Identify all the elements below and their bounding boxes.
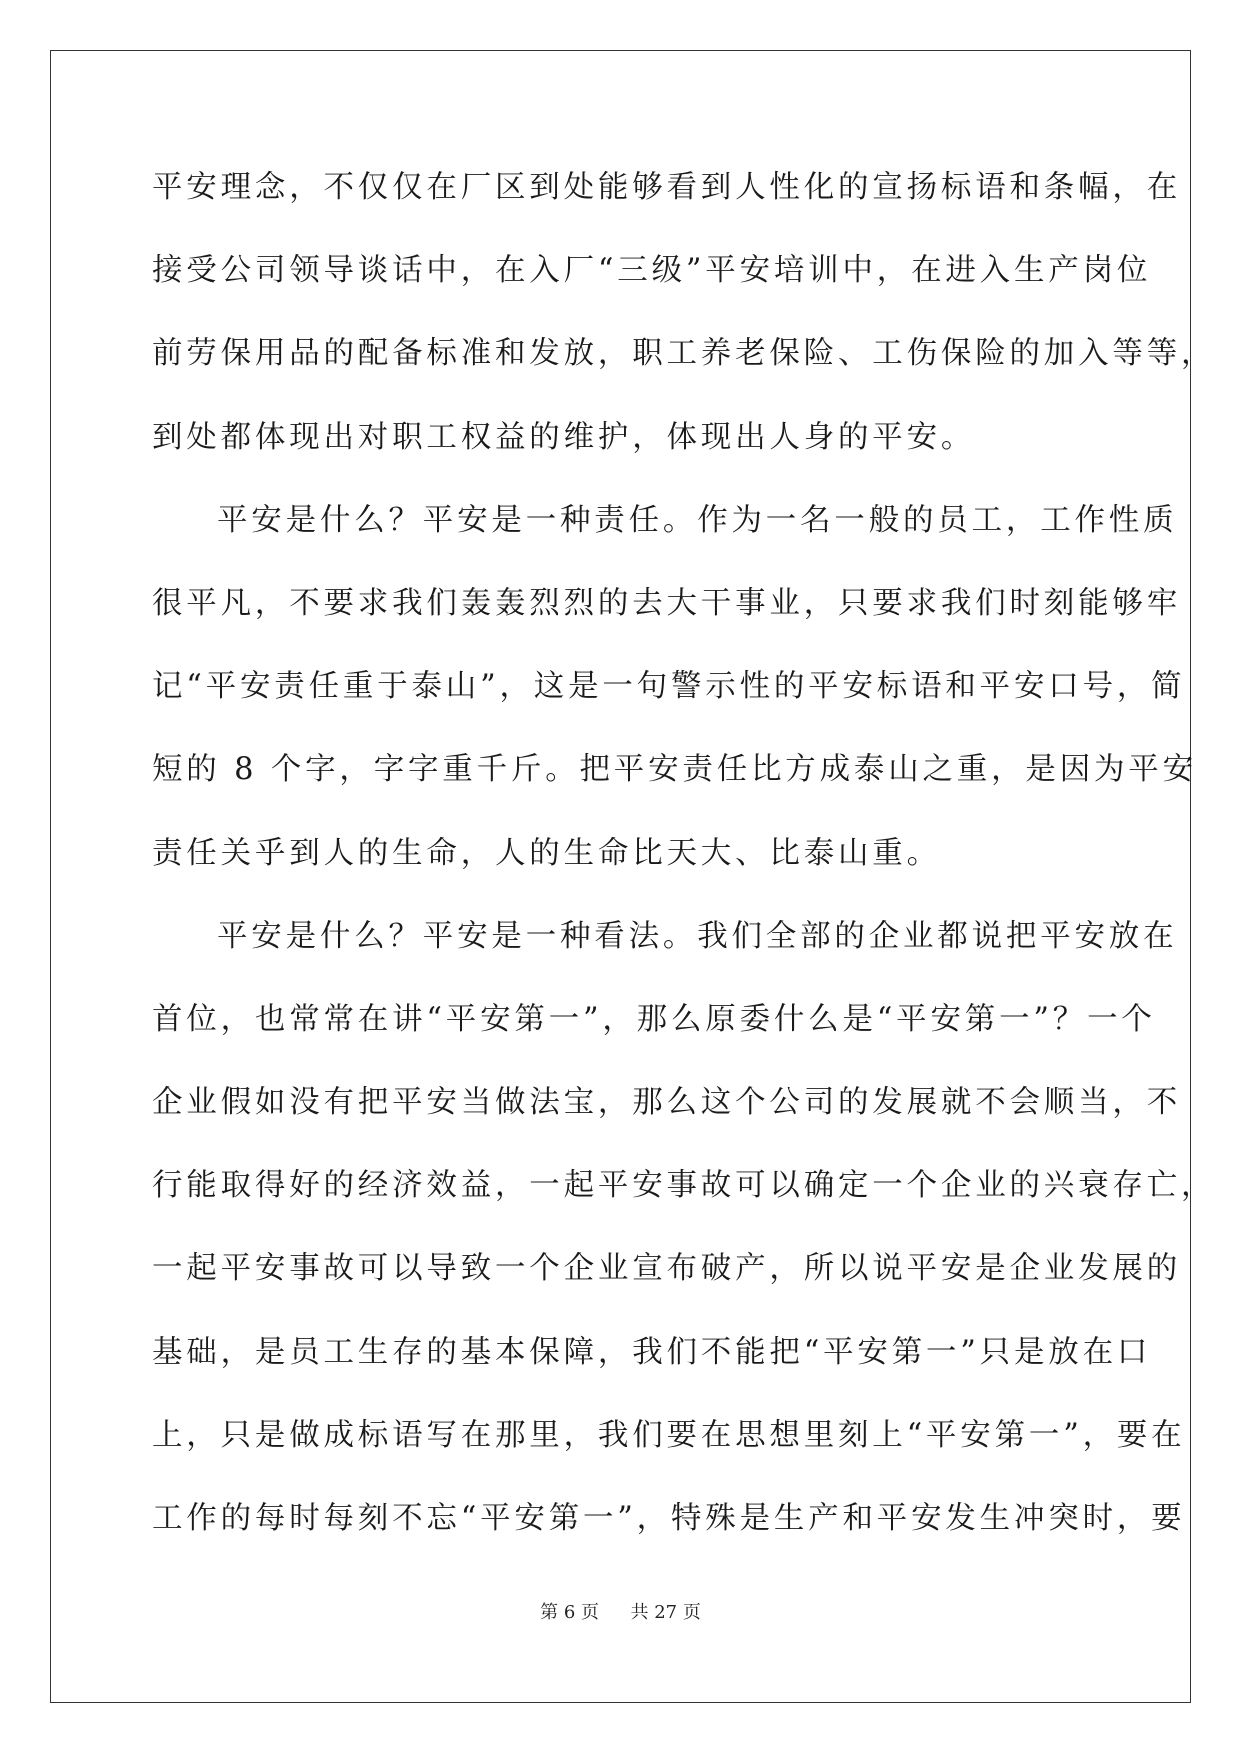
text-line: 接受公司领导谈话中，在入厂“三级”平安培训中，在进入生产岗位 xyxy=(152,253,1152,289)
text-line: 很平凡，不要求我们轰轰烈烈的去大干事业，只要求我们时刻能够牢 xyxy=(152,585,1181,621)
page-number: 第 6 页 xyxy=(540,1602,600,1623)
paragraph-start-line: 平安是什么？平安是一种看法。我们全部的企业都说把平安放在 xyxy=(217,918,1178,954)
text-line: 一起平安事故可以导致一个企业宣布破产，所以说平安是企业发展的 xyxy=(152,1251,1181,1287)
text-line: 记“平安责任重于泰山”，这是一句警示性的平安标语和平安口号，简 xyxy=(152,669,1186,705)
text-line: 短的 8 个字，字字重千斤。把平安责任比方成泰山之重，是因为平安 xyxy=(152,752,1197,788)
text-line: 行能取得好的经济效益，一起平安事故可以确定一个企业的兴衰存亡， xyxy=(152,1168,1216,1204)
text-line: 工作的每时每刻不忘“平安第一”，特殊是生产和平安发生冲突时，要 xyxy=(152,1501,1186,1536)
page-footer xyxy=(0,1598,1241,1624)
text-line: 责任关乎到人的生命，人的生命比天大、比泰山重。 xyxy=(152,835,941,871)
text-line: 企业假如没有把平安当做法宝，那么这个公司的发展就不会顺当，不 xyxy=(152,1085,1181,1121)
text-line: 平安理念，不仅仅在厂区到处能够看到人性化的宣扬标语和条幅，在 xyxy=(152,170,1181,205)
page-total: 共 27 页 xyxy=(630,1602,701,1623)
text-line: 上，只是做成标语写在那里，我们要在思想里刻上“平安第一”，要在 xyxy=(152,1417,1186,1453)
text-line: 到处都体现出对职工权益的维护，体现出人身的平安。 xyxy=(152,419,976,455)
text-line: 前劳保用品的配备标准和发放，职工养老保险、工伤保险的加入等等， xyxy=(152,336,1216,372)
document-body xyxy=(152,162,1216,1576)
paragraph-start-line: 平安是什么？平安是一种责任。作为一名一般的员工，工作性质 xyxy=(217,502,1178,538)
text-line: 基础，是员工生存的基本保障，我们不能把“平安第一”只是放在口 xyxy=(152,1334,1152,1370)
text-line: 首位，也常常在讲“平安第一”，那么原委什么是“平安第一”？一个 xyxy=(152,1001,1156,1037)
